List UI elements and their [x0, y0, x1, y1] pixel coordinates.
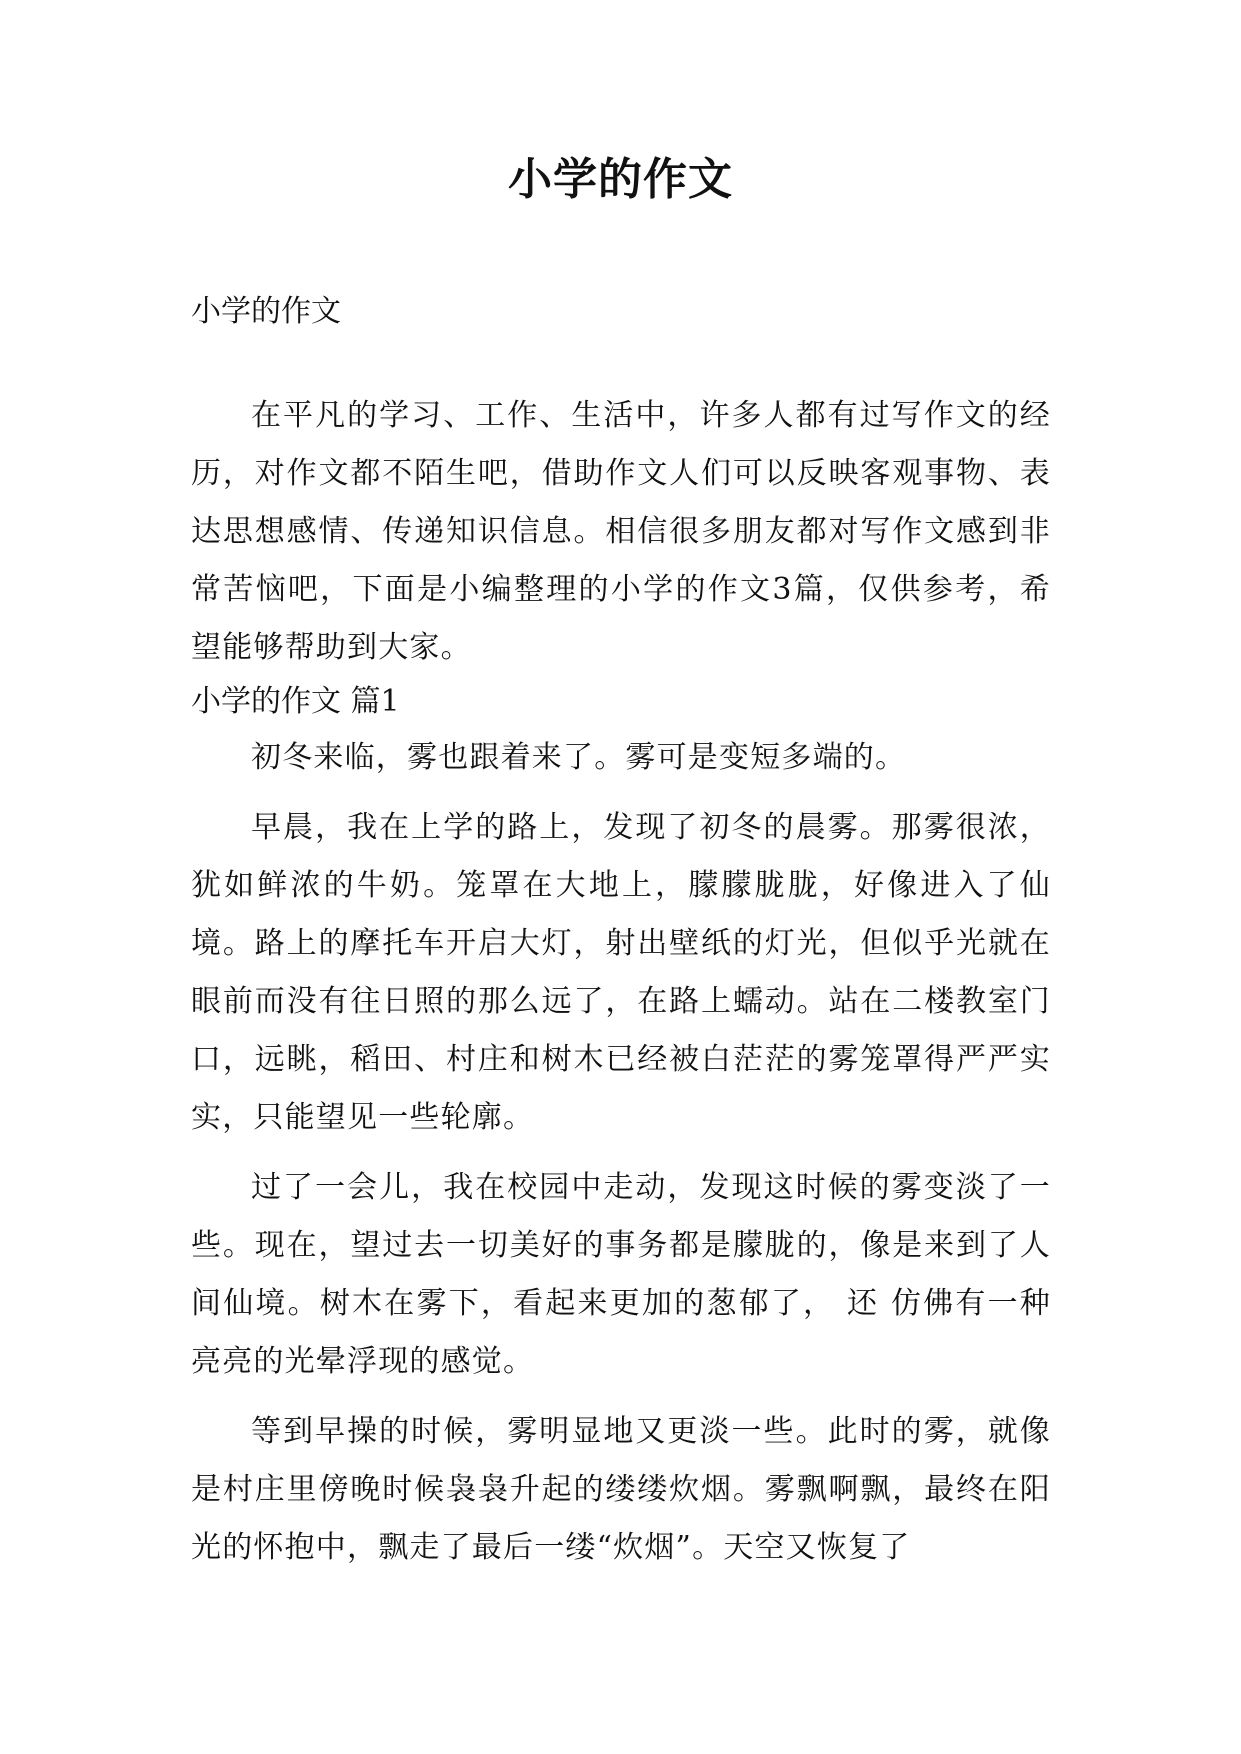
body-paragraph: 等到早操的时候，雾明显地又更淡一些。此时的雾，就像是村庄里傍晚时候袅袅升起的缕缕炊烟。雾飘啊飘，最终在阳光的怀抱中，飘走了最后一缕“炊烟”。天空又恢复了 — [191, 1414, 1051, 1565]
body-paragraph: 早晨，我在上学的路上，发现了初冬的晨雾。那雾很浓，犹如鲜浓的牛奶。笼罩在大地上，朦朦胧胧，好像进入了仙境。路上的摩托车开启大灯，射出壁纸的灯光，但似乎光就在眼前而没有往日照的那么远了，在路上蠕动。站在二楼教室门口，远眺，稻田、村庄和树木已经被白茫茫的雾笼罩得严严实实，只能望见一些轮廓。 — [191, 810, 1051, 1135]
document-title: 小学的作文 — [508, 154, 733, 205]
section-heading: 小学的作文 篇1 — [191, 684, 400, 719]
document-body — [191, 283, 1051, 1577]
body-paragraph: 初冬来临，雾也跟着来了。雾可是变短多端的。 — [251, 740, 907, 775]
intro-paragraph: 在平凡的学习、工作、生活中，许多人都有过写作文的经历，对作文都不陌生吧，借助作文人们可以反映客观事物、表达思想感情、传递知识信息。相信很多朋友都对写作文感到非常苦恼吧，下面是小编整理的小学的作文3篇，仅供参考，希望能够帮助到大家。 — [191, 398, 1051, 665]
body-paragraph: 过了一会儿，我在校园中走动，发现这时候的雾变淡了一些。现在，望过去一切美好的事务都是朦胧的，像是来到了人间仙境。树木在雾下，看起来更加的葱郁了， 还 仿佛有一种亮亮的光晕浮现的感觉。 — [191, 1170, 1051, 1379]
document-subtitle: 小学的作文 — [191, 294, 341, 329]
